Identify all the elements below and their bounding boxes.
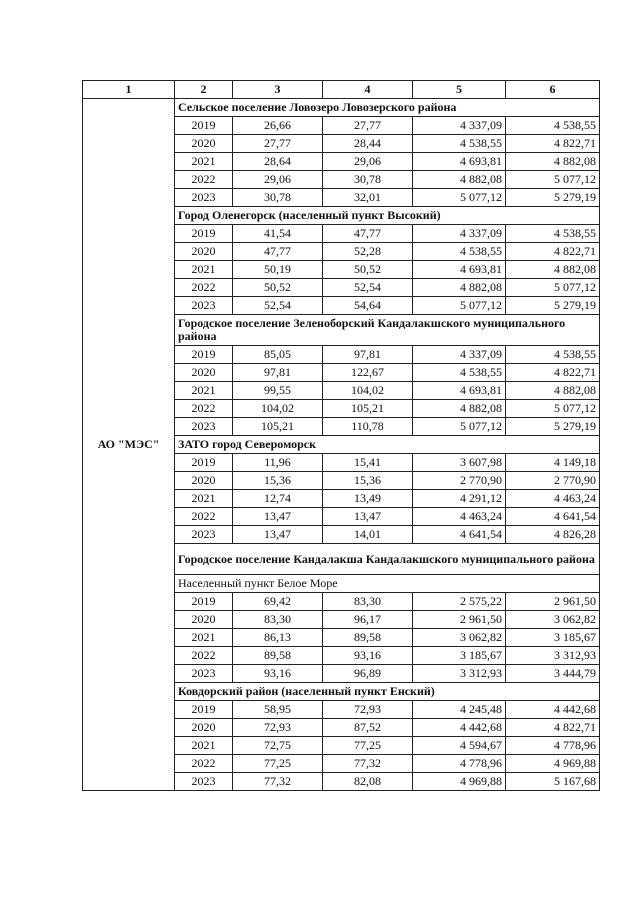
value-col-4: 15,41 xyxy=(323,454,413,472)
section-subtitle: Населенный пункт Белое Море xyxy=(175,575,600,593)
value-col-3: 50,19 xyxy=(233,261,323,279)
value-col-6: 4 826,28 xyxy=(506,526,600,544)
value-col-4: 96,17 xyxy=(323,611,413,629)
section-title: ЗАТО город Североморск xyxy=(175,436,600,454)
header-col-3: 3 xyxy=(233,81,323,99)
year-cell: 2019 xyxy=(175,454,233,472)
year-cell: 2023 xyxy=(175,526,233,544)
year-cell: 2019 xyxy=(175,225,233,243)
year-cell: 2023 xyxy=(175,773,233,791)
value-col-5: 4 693,81 xyxy=(413,261,506,279)
section-title: Сельское поселение Ловозеро Ловозерского района xyxy=(175,99,600,117)
value-col-6: 5 279,19 xyxy=(506,297,600,315)
value-col-5: 3 607,98 xyxy=(413,454,506,472)
value-col-6: 3 444,79 xyxy=(506,665,600,683)
value-col-4: 96,89 xyxy=(323,665,413,683)
value-col-3: 28,64 xyxy=(233,153,323,171)
value-col-4: 87,52 xyxy=(323,719,413,737)
value-col-6: 4 641,54 xyxy=(506,508,600,526)
value-col-5: 4 969,88 xyxy=(413,773,506,791)
value-col-5: 4 245,48 xyxy=(413,701,506,719)
year-cell: 2021 xyxy=(175,737,233,755)
value-col-3: 86,13 xyxy=(233,629,323,647)
year-cell: 2020 xyxy=(175,135,233,153)
section-title: Ковдорский район (населенный пункт Енский) xyxy=(175,683,600,701)
value-col-3: 105,21 xyxy=(233,418,323,436)
value-col-6: 5 077,12 xyxy=(506,400,600,418)
value-col-4: 13,49 xyxy=(323,490,413,508)
value-col-3: 29,06 xyxy=(233,171,323,189)
value-col-3: 47,77 xyxy=(233,243,323,261)
value-col-6: 4 442,68 xyxy=(506,701,600,719)
section-title: Город Оленегорск (населенный пункт Высокий) xyxy=(175,207,600,225)
value-col-5: 3 312,93 xyxy=(413,665,506,683)
value-col-6: 2 770,90 xyxy=(506,472,600,490)
value-col-5: 4 337,09 xyxy=(413,117,506,135)
value-col-3: 83,30 xyxy=(233,611,323,629)
organization-cell: АО "МЭС" xyxy=(83,99,175,791)
year-cell: 2020 xyxy=(175,364,233,382)
value-col-6: 5 279,19 xyxy=(506,189,600,207)
year-cell: 2021 xyxy=(175,490,233,508)
value-col-4: 77,32 xyxy=(323,755,413,773)
value-col-6: 5 167,68 xyxy=(506,773,600,791)
value-col-5: 2 575,22 xyxy=(413,593,506,611)
value-col-5: 4 693,81 xyxy=(413,153,506,171)
section-title: Городское поселение Зеленоборский Кандалакшского муниципального района xyxy=(175,315,600,346)
value-col-4: 105,21 xyxy=(323,400,413,418)
value-col-4: 110,78 xyxy=(323,418,413,436)
header-col-4: 4 xyxy=(323,81,413,99)
value-col-5: 4 882,08 xyxy=(413,400,506,418)
value-col-6: 4 822,71 xyxy=(506,135,600,153)
year-cell: 2021 xyxy=(175,382,233,400)
year-cell: 2020 xyxy=(175,611,233,629)
value-col-4: 77,25 xyxy=(323,737,413,755)
value-col-5: 3 185,67 xyxy=(413,647,506,665)
value-col-5: 4 594,67 xyxy=(413,737,506,755)
value-col-5: 4 538,55 xyxy=(413,364,506,382)
value-col-5: 4 291,12 xyxy=(413,490,506,508)
value-col-4: 13,47 xyxy=(323,508,413,526)
value-col-6: 5 077,12 xyxy=(506,279,600,297)
value-col-3: 27,77 xyxy=(233,135,323,153)
year-cell: 2019 xyxy=(175,346,233,364)
year-cell: 2019 xyxy=(175,593,233,611)
value-col-6: 2 961,50 xyxy=(506,593,600,611)
value-col-3: 104,02 xyxy=(233,400,323,418)
tariff-table xyxy=(82,80,600,791)
value-col-4: 122,67 xyxy=(323,364,413,382)
value-col-3: 13,47 xyxy=(233,508,323,526)
value-col-4: 15,36 xyxy=(323,472,413,490)
value-col-4: 14,01 xyxy=(323,526,413,544)
value-col-4: 29,06 xyxy=(323,153,413,171)
value-col-5: 4 778,96 xyxy=(413,755,506,773)
value-col-6: 4 822,71 xyxy=(506,719,600,737)
value-col-3: 41,54 xyxy=(233,225,323,243)
value-col-3: 12,74 xyxy=(233,490,323,508)
header-col-5: 5 xyxy=(413,81,506,99)
value-col-3: 72,75 xyxy=(233,737,323,755)
value-col-6: 3 185,67 xyxy=(506,629,600,647)
value-col-4: 72,93 xyxy=(323,701,413,719)
value-col-6: 4 882,08 xyxy=(506,153,600,171)
year-cell: 2023 xyxy=(175,297,233,315)
value-col-5: 2 961,50 xyxy=(413,611,506,629)
value-col-4: 93,16 xyxy=(323,647,413,665)
year-cell: 2021 xyxy=(175,261,233,279)
value-col-3: 15,36 xyxy=(233,472,323,490)
year-cell: 2019 xyxy=(175,117,233,135)
year-cell: 2020 xyxy=(175,472,233,490)
value-col-5: 5 077,12 xyxy=(413,418,506,436)
value-col-6: 4 822,71 xyxy=(506,243,600,261)
value-col-4: 82,08 xyxy=(323,773,413,791)
value-col-3: 58,95 xyxy=(233,701,323,719)
section-title: Городское поселение Кандалакша Кандалакшского муниципального района xyxy=(175,544,600,575)
value-col-4: 30,78 xyxy=(323,171,413,189)
value-col-4: 97,81 xyxy=(323,346,413,364)
value-col-3: 11,96 xyxy=(233,454,323,472)
value-col-5: 4 337,09 xyxy=(413,346,506,364)
year-cell: 2023 xyxy=(175,189,233,207)
value-col-4: 50,52 xyxy=(323,261,413,279)
value-col-3: 72,93 xyxy=(233,719,323,737)
value-col-6: 4 538,55 xyxy=(506,346,600,364)
value-col-6: 3 312,93 xyxy=(506,647,600,665)
value-col-6: 4 882,08 xyxy=(506,382,600,400)
value-col-5: 4 693,81 xyxy=(413,382,506,400)
value-col-3: 52,54 xyxy=(233,297,323,315)
value-col-3: 69,42 xyxy=(233,593,323,611)
value-col-4: 83,30 xyxy=(323,593,413,611)
value-col-5: 4 641,54 xyxy=(413,526,506,544)
year-cell: 2020 xyxy=(175,243,233,261)
value-col-3: 77,32 xyxy=(233,773,323,791)
header-col-1: 1 xyxy=(83,81,175,99)
value-col-6: 4 538,55 xyxy=(506,225,600,243)
header-row xyxy=(83,81,600,99)
value-col-4: 52,54 xyxy=(323,279,413,297)
value-col-5: 3 062,82 xyxy=(413,629,506,647)
value-col-6: 4 969,88 xyxy=(506,755,600,773)
value-col-4: 54,64 xyxy=(323,297,413,315)
year-cell: 2021 xyxy=(175,153,233,171)
value-col-3: 26,66 xyxy=(233,117,323,135)
year-cell: 2022 xyxy=(175,755,233,773)
value-col-5: 4 882,08 xyxy=(413,279,506,297)
value-col-4: 47,77 xyxy=(323,225,413,243)
value-col-5: 4 442,68 xyxy=(413,719,506,737)
value-col-4: 32,01 xyxy=(323,189,413,207)
year-cell: 2023 xyxy=(175,665,233,683)
value-col-5: 4 882,08 xyxy=(413,171,506,189)
year-cell: 2022 xyxy=(175,171,233,189)
year-cell: 2022 xyxy=(175,400,233,418)
value-col-5: 5 077,12 xyxy=(413,189,506,207)
year-cell: 2022 xyxy=(175,508,233,526)
value-col-3: 50,52 xyxy=(233,279,323,297)
value-col-6: 5 077,12 xyxy=(506,171,600,189)
header-col-6: 6 xyxy=(506,81,600,99)
value-col-4: 89,58 xyxy=(323,629,413,647)
value-col-6: 3 062,82 xyxy=(506,611,600,629)
value-col-6: 4 882,08 xyxy=(506,261,600,279)
value-col-6: 4 822,71 xyxy=(506,364,600,382)
value-col-5: 4 538,55 xyxy=(413,135,506,153)
value-col-3: 97,81 xyxy=(233,364,323,382)
value-col-6: 4 538,55 xyxy=(506,117,600,135)
year-cell: 2019 xyxy=(175,701,233,719)
value-col-3: 99,55 xyxy=(233,382,323,400)
year-cell: 2021 xyxy=(175,629,233,647)
value-col-4: 27,77 xyxy=(323,117,413,135)
value-col-4: 104,02 xyxy=(323,382,413,400)
value-col-3: 77,25 xyxy=(233,755,323,773)
value-col-6: 4 149,18 xyxy=(506,454,600,472)
value-col-5: 4 463,24 xyxy=(413,508,506,526)
year-cell: 2020 xyxy=(175,719,233,737)
header-col-2: 2 xyxy=(175,81,233,99)
value-col-3: 93,16 xyxy=(233,665,323,683)
value-col-6: 4 778,96 xyxy=(506,737,600,755)
value-col-6: 5 279,19 xyxy=(506,418,600,436)
year-cell: 2022 xyxy=(175,279,233,297)
year-cell: 2022 xyxy=(175,647,233,665)
value-col-3: 85,05 xyxy=(233,346,323,364)
year-cell: 2023 xyxy=(175,418,233,436)
value-col-3: 89,58 xyxy=(233,647,323,665)
value-col-5: 2 770,90 xyxy=(413,472,506,490)
value-col-6: 4 463,24 xyxy=(506,490,600,508)
value-col-4: 52,28 xyxy=(323,243,413,261)
value-col-5: 4 538,55 xyxy=(413,243,506,261)
value-col-5: 5 077,12 xyxy=(413,297,506,315)
tariff-table-body xyxy=(83,81,600,791)
value-col-5: 4 337,09 xyxy=(413,225,506,243)
value-col-4: 28,44 xyxy=(323,135,413,153)
section-header-row xyxy=(83,99,600,117)
value-col-3: 13,47 xyxy=(233,526,323,544)
value-col-3: 30,78 xyxy=(233,189,323,207)
